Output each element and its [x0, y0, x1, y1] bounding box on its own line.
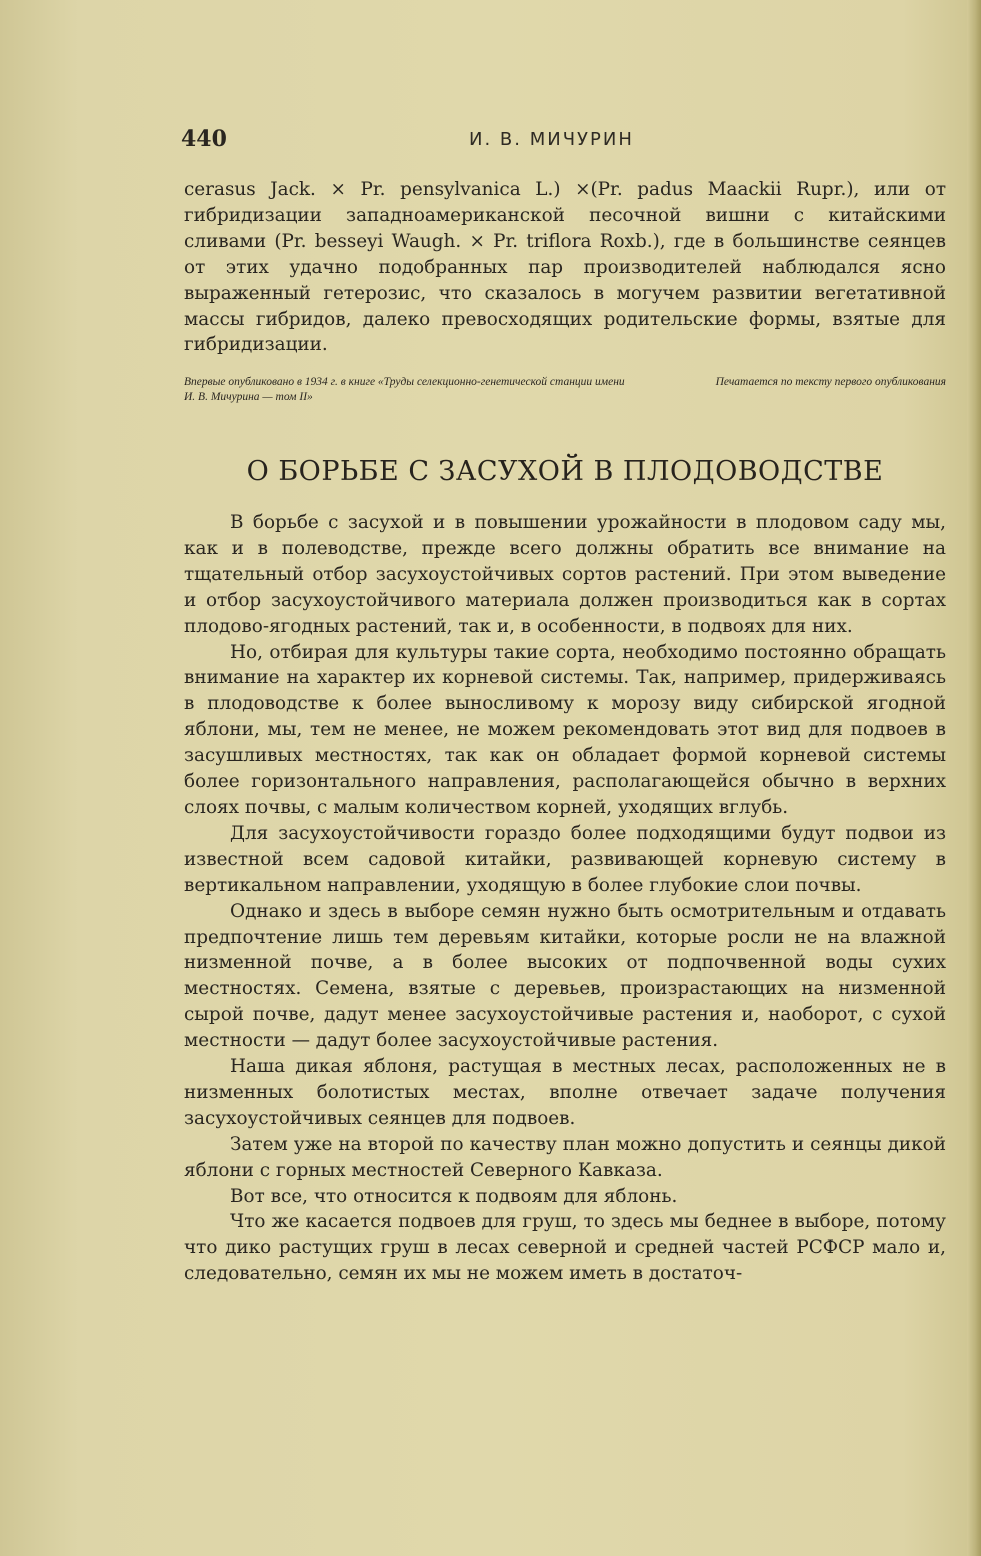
- page-binding-edge: [967, 0, 981, 1556]
- article-paragraph: Затем уже на второй по качеству план можно допустить и сеянцы дикой яблони с горных местностей Северного Кавказа.: [184, 1133, 946, 1181]
- continuation-paragraph: cerasus Jack. × Pr. pensylvanica L.) ×(Pr. padus Maackii Rupr.), или от гибридизации западноамериканской песочной вишни с китайскими сливами (Pr. besseyi Waugh. × Pr. triflora Roxb.), где в большинстве сеянцев от этих удачно подобранных пар производителей наблюдался ясно выраженный гетерозис, что сказалось в могучем развитии вегетативной массы гибридов, далеко превосходящих родительские формы, взятые для гибридизации.: [184, 179, 946, 356]
- article-paragraph: Вот все, что относится к подвоям для яблонь.: [230, 1185, 678, 1207]
- article-paragraph: Но, отбирая для культуры такие сорта, необходимо постоянно обращать внимание на характер их корневой системы. Так, например, придерживаясь в плодоводстве к более выносливому к морозу виду сибирской ягодной яблони, мы, тем не менее, не можем рекомендовать этот вид для подвоев в засушливых местностях, так как он обладает формой корневой системы более горизонтального направления, располагающейся обычно в верхних слоях почвы, с малым количеством корней, уходящих вглубь.: [184, 641, 946, 818]
- article-paragraph: Однако и здесь в выборе семян нужно быть осмотрительным и отдавать предпочтение лишь тем деревьям китайки, которые росли не на влажной низменной почве, а в более высоких от подпочвенной воды сухих местностях. Семена, взятые с деревьев, произрастающих на низменной сырой почве, дадут менее засухоустойчивые растения и, наоборот, с сухой местности — дадут более засухоустойчивые растения.: [184, 900, 946, 1052]
- article-body: [184, 510, 946, 1287]
- first-published-note: Впервые опубликовано в 1934 г. в книге «Труды селекционно-генетической станции имени И. В. Мичурина — том II»: [184, 376, 625, 403]
- page-header: [181, 122, 951, 158]
- page-number: 440: [181, 126, 227, 152]
- article-paragraph: Что же касается подвоев для груш, то здесь мы беднее в выборе, потому что дико растущих груш в лесах северной и средней частей РСФСР мало и, следовательно, семян их мы не можем иметь в достаточ-: [184, 1211, 946, 1285]
- article-paragraph: Для засухоустойчивости гораздо более подходящими будут подвои из известной всем садовой китайки, развивающей корневую систему в вертикальном направлении, уходящую в более глубокие слои почвы.: [184, 822, 946, 896]
- article-title: О БОРЬБЕ С ЗАСУХОЙ В ПЛОДОВОДСТВЕ: [246, 456, 884, 487]
- publication-notes: [184, 375, 946, 411]
- running-title: И. В. МИЧУРИН: [469, 129, 634, 150]
- continuation-text: [184, 177, 946, 358]
- article-paragraph: Наша дикая яблоня, растущая в местных лесах, расположенных не в низменных болотистых местах, вполне отвечает задаче получения засухоустойчивых сеянцев для подвоев.: [184, 1056, 946, 1129]
- article-paragraph: В борьбе с засухой и в повышении урожайности в плодовом саду мы, как и в полеводстве, прежде всего должны обратить все внимание на тщательный отбор засухоустойчивых сортов растений. При этом выведение и отбор засухоустойчивого материала должен производиться как в сортах плодово-ягодных растений, так и, в особенности, в подвоях для них.: [184, 512, 946, 637]
- printed-from-note: Печатается по тексту первого опубликования: [715, 376, 946, 388]
